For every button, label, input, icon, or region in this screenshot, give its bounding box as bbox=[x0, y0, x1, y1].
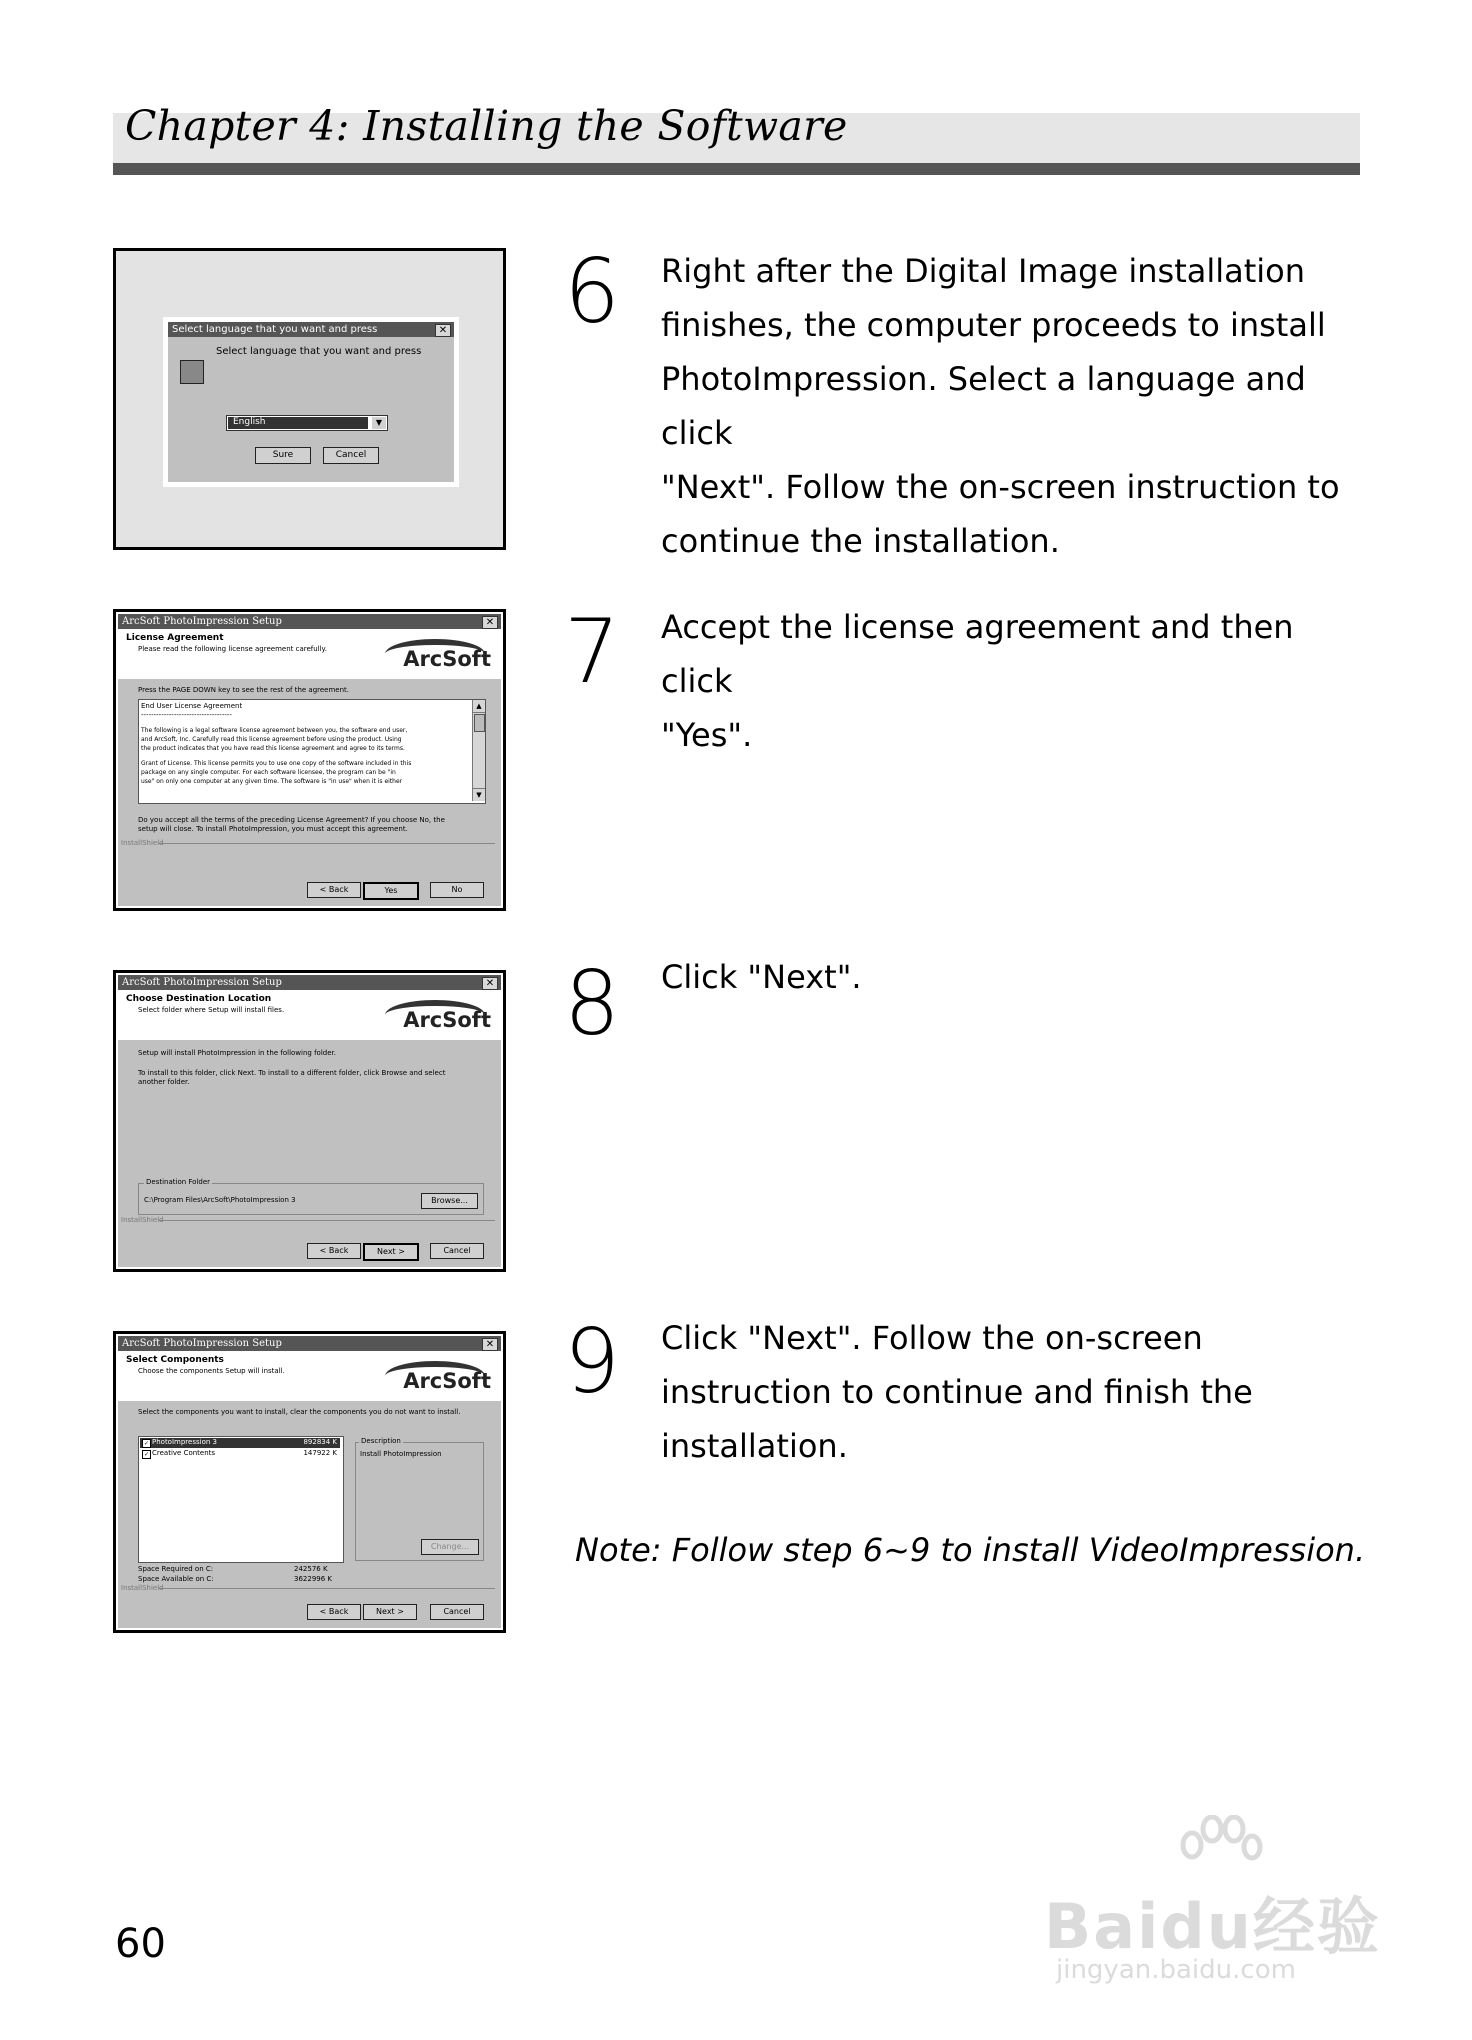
step-text-7 bbox=[661, 600, 1361, 762]
screenshot-select-components bbox=[113, 1331, 506, 1633]
language-dialog-title: Select language that you want and press bbox=[168, 322, 454, 337]
scroll-thumb[interactable] bbox=[474, 714, 485, 732]
divider bbox=[158, 1588, 495, 1589]
close-icon[interactable]: ✕ bbox=[482, 1338, 498, 1351]
license-scrollbar[interactable] bbox=[472, 700, 485, 801]
language-select[interactable] bbox=[226, 415, 388, 431]
component-name: PhotoImpression 3 bbox=[152, 1438, 217, 1446]
step-text-8 bbox=[661, 950, 1361, 1004]
destination-folder-path: C:\Program Files\ArcSoft\PhotoImpression 3 bbox=[144, 1196, 296, 1204]
components-dialog-title: ArcSoft PhotoImpression Setup bbox=[118, 1336, 501, 1351]
license-text-line: End User License Agreement bbox=[141, 702, 243, 710]
change-button[interactable]: Change... bbox=[421, 1539, 479, 1555]
chevron-down-icon[interactable]: ▼ bbox=[372, 417, 386, 429]
space-available-value: 3622996 K bbox=[294, 1575, 332, 1583]
components-list[interactable] bbox=[138, 1436, 344, 1563]
list-item[interactable] bbox=[140, 1449, 340, 1459]
license-heading: License Agreement bbox=[126, 633, 224, 643]
install-note: Note: Follow step 6~9 to install VideoImpression. bbox=[575, 1531, 1366, 1569]
language-select-value: English bbox=[233, 417, 266, 427]
step-number-7: 7 bbox=[564, 600, 620, 703]
license-text-line: Grant of License. This license permits you to use one copy of the software included in this bbox=[141, 760, 412, 767]
screenshot-license-agreement bbox=[113, 609, 506, 911]
step-number-6: 6 bbox=[564, 240, 620, 343]
step-9-line: installation. bbox=[661, 1427, 848, 1465]
step-7-line: Accept the license agreement and then click bbox=[661, 608, 1294, 700]
language-message: Select language that you want and press bbox=[216, 346, 422, 357]
step-6-line: "Next". Follow the on-screen instruction to bbox=[661, 468, 1340, 506]
list-item[interactable] bbox=[140, 1438, 340, 1448]
arcsoft-logo: ArcSoft bbox=[403, 1008, 491, 1032]
component-name: Creative Contents bbox=[152, 1449, 216, 1457]
destination-line-3: another folder. bbox=[138, 1078, 190, 1086]
step-6-line: continue the installation. bbox=[661, 522, 1060, 560]
license-text-line: The following is a legal software license agreement between you, the software end user, bbox=[141, 727, 408, 734]
back-button[interactable]: < Back bbox=[307, 1243, 361, 1259]
license-instruction: Press the PAGE DOWN key to see the rest of the agreement. bbox=[138, 686, 350, 694]
browse-button[interactable]: Browse... bbox=[421, 1193, 478, 1209]
back-button[interactable]: < Back bbox=[307, 1604, 361, 1620]
step-7-line: "Yes". bbox=[661, 716, 753, 754]
components-dialog bbox=[118, 1336, 501, 1628]
back-button[interactable]: < Back bbox=[307, 882, 361, 898]
step-text-9 bbox=[661, 1311, 1361, 1473]
computer-setup-icon bbox=[180, 360, 204, 384]
destination-line-2: To install to this folder, click Next. To install to a different folder, click Browse and select bbox=[138, 1069, 446, 1077]
screenshot-language-select bbox=[113, 248, 506, 550]
license-text-line: and ArcSoft, Inc. Carefully read this license agreement before using the product. Using bbox=[141, 736, 402, 743]
divider bbox=[158, 1220, 495, 1221]
destination-line-1: Setup will install PhotoImpression in the following folder. bbox=[138, 1049, 336, 1057]
step-8-line: Click "Next". bbox=[661, 958, 862, 996]
license-dialog-title: ArcSoft PhotoImpression Setup bbox=[118, 614, 501, 629]
installshield-brand: InstallShield bbox=[121, 839, 164, 847]
divider bbox=[158, 843, 495, 844]
license-text-box[interactable] bbox=[138, 699, 486, 804]
close-icon[interactable]: ✕ bbox=[482, 616, 498, 629]
step-number-8: 8 bbox=[564, 952, 620, 1055]
watermark-text: Baidu经验 bbox=[1044, 1890, 1381, 1963]
license-text-line: the product indicates that you have read this license agreement and agree to its terms. bbox=[141, 745, 405, 752]
step-6-line: PhotoImpression. Select a language and click bbox=[661, 360, 1306, 452]
destination-header bbox=[118, 990, 501, 1040]
page-number: 60 bbox=[115, 1921, 166, 1967]
language-dialog bbox=[163, 317, 459, 487]
destination-dialog bbox=[118, 975, 501, 1267]
license-text-line: use" on only one computer at any given time. The software is "in use" when it is either bbox=[141, 778, 403, 785]
checkbox[interactable]: ✓ bbox=[143, 1440, 150, 1447]
destination-folder-label: Destination Folder bbox=[146, 1178, 211, 1186]
license-question-line: setup will close. To install PhotoImpression, you must accept this agreement. bbox=[138, 825, 408, 833]
destination-heading: Choose Destination Location bbox=[126, 994, 272, 1004]
destination-subheading: Select folder where Setup will install files. bbox=[138, 1006, 285, 1014]
screenshot-destination-location bbox=[113, 970, 506, 1272]
space-required-value: 242576 K bbox=[294, 1565, 328, 1573]
components-header bbox=[118, 1351, 501, 1401]
baidu-watermark bbox=[1044, 1815, 1384, 1990]
scroll-up-icon[interactable]: ▲ bbox=[473, 700, 485, 713]
step-9-line: Click "Next". Follow the on-screen bbox=[661, 1319, 1203, 1357]
chapter-header-rule bbox=[113, 163, 1360, 175]
description-text: Install PhotoImpression bbox=[360, 1450, 442, 1458]
destination-dialog-title: ArcSoft PhotoImpression Setup bbox=[118, 975, 501, 990]
components-subheading: Choose the components Setup will install. bbox=[138, 1367, 285, 1375]
step-9-line: instruction to continue and finish the bbox=[661, 1373, 1253, 1411]
license-text-line: ------------------------------------ bbox=[141, 711, 232, 719]
components-instruction: Select the components you want to install, clear the components you do not want to install. bbox=[138, 1408, 461, 1416]
step-6-line: finishes, the computer proceeds to install bbox=[661, 306, 1326, 344]
cancel-button[interactable]: Cancel bbox=[430, 1604, 484, 1620]
space-required-label: Space Required on C: bbox=[138, 1565, 214, 1573]
license-subheading: Please read the following license agreement carefully. bbox=[138, 645, 327, 653]
description-label: Description bbox=[361, 1437, 401, 1445]
chapter-title: Chapter 4: Installing the Software bbox=[125, 102, 848, 150]
installshield-brand: InstallShield bbox=[121, 1216, 164, 1224]
component-size: 147922 K bbox=[303, 1449, 337, 1457]
close-icon[interactable]: ✕ bbox=[482, 977, 498, 990]
checkbox[interactable]: ✓ bbox=[143, 1451, 150, 1458]
components-heading: Select Components bbox=[126, 1355, 224, 1365]
arcsoft-logo: ArcSoft bbox=[403, 647, 491, 671]
close-icon[interactable]: ✕ bbox=[435, 324, 451, 337]
watermark-url: jingyan.baidu.com bbox=[1056, 1955, 1296, 1985]
cancel-button[interactable]: Cancel bbox=[430, 1243, 484, 1259]
license-question-line: Do you accept all the terms of the preceding License Agreement? If you choose No, the bbox=[138, 816, 445, 824]
step-number-9: 9 bbox=[564, 1310, 620, 1413]
license-dialog bbox=[118, 614, 501, 906]
next-button[interactable]: Next > bbox=[363, 1604, 417, 1620]
cancel-button[interactable]: Cancel bbox=[323, 447, 379, 464]
next-button[interactable]: Next > bbox=[363, 1243, 419, 1261]
sure-button[interactable]: Sure bbox=[255, 447, 311, 464]
step-text-6 bbox=[661, 244, 1361, 568]
space-available-label: Space Available on C: bbox=[138, 1575, 214, 1583]
arcsoft-logo: ArcSoft bbox=[403, 1369, 491, 1393]
installshield-brand: InstallShield bbox=[121, 1584, 164, 1592]
license-text-line: package on any single computer. For each software licensee, the program can be "in bbox=[141, 769, 396, 776]
scroll-down-icon[interactable]: ▼ bbox=[473, 788, 485, 801]
step-6-line: Right after the Digital Image installation bbox=[661, 252, 1306, 290]
yes-button[interactable]: Yes bbox=[363, 882, 419, 900]
no-button[interactable]: No bbox=[430, 882, 484, 898]
component-size: 892834 K bbox=[303, 1438, 337, 1446]
license-header bbox=[118, 629, 501, 679]
